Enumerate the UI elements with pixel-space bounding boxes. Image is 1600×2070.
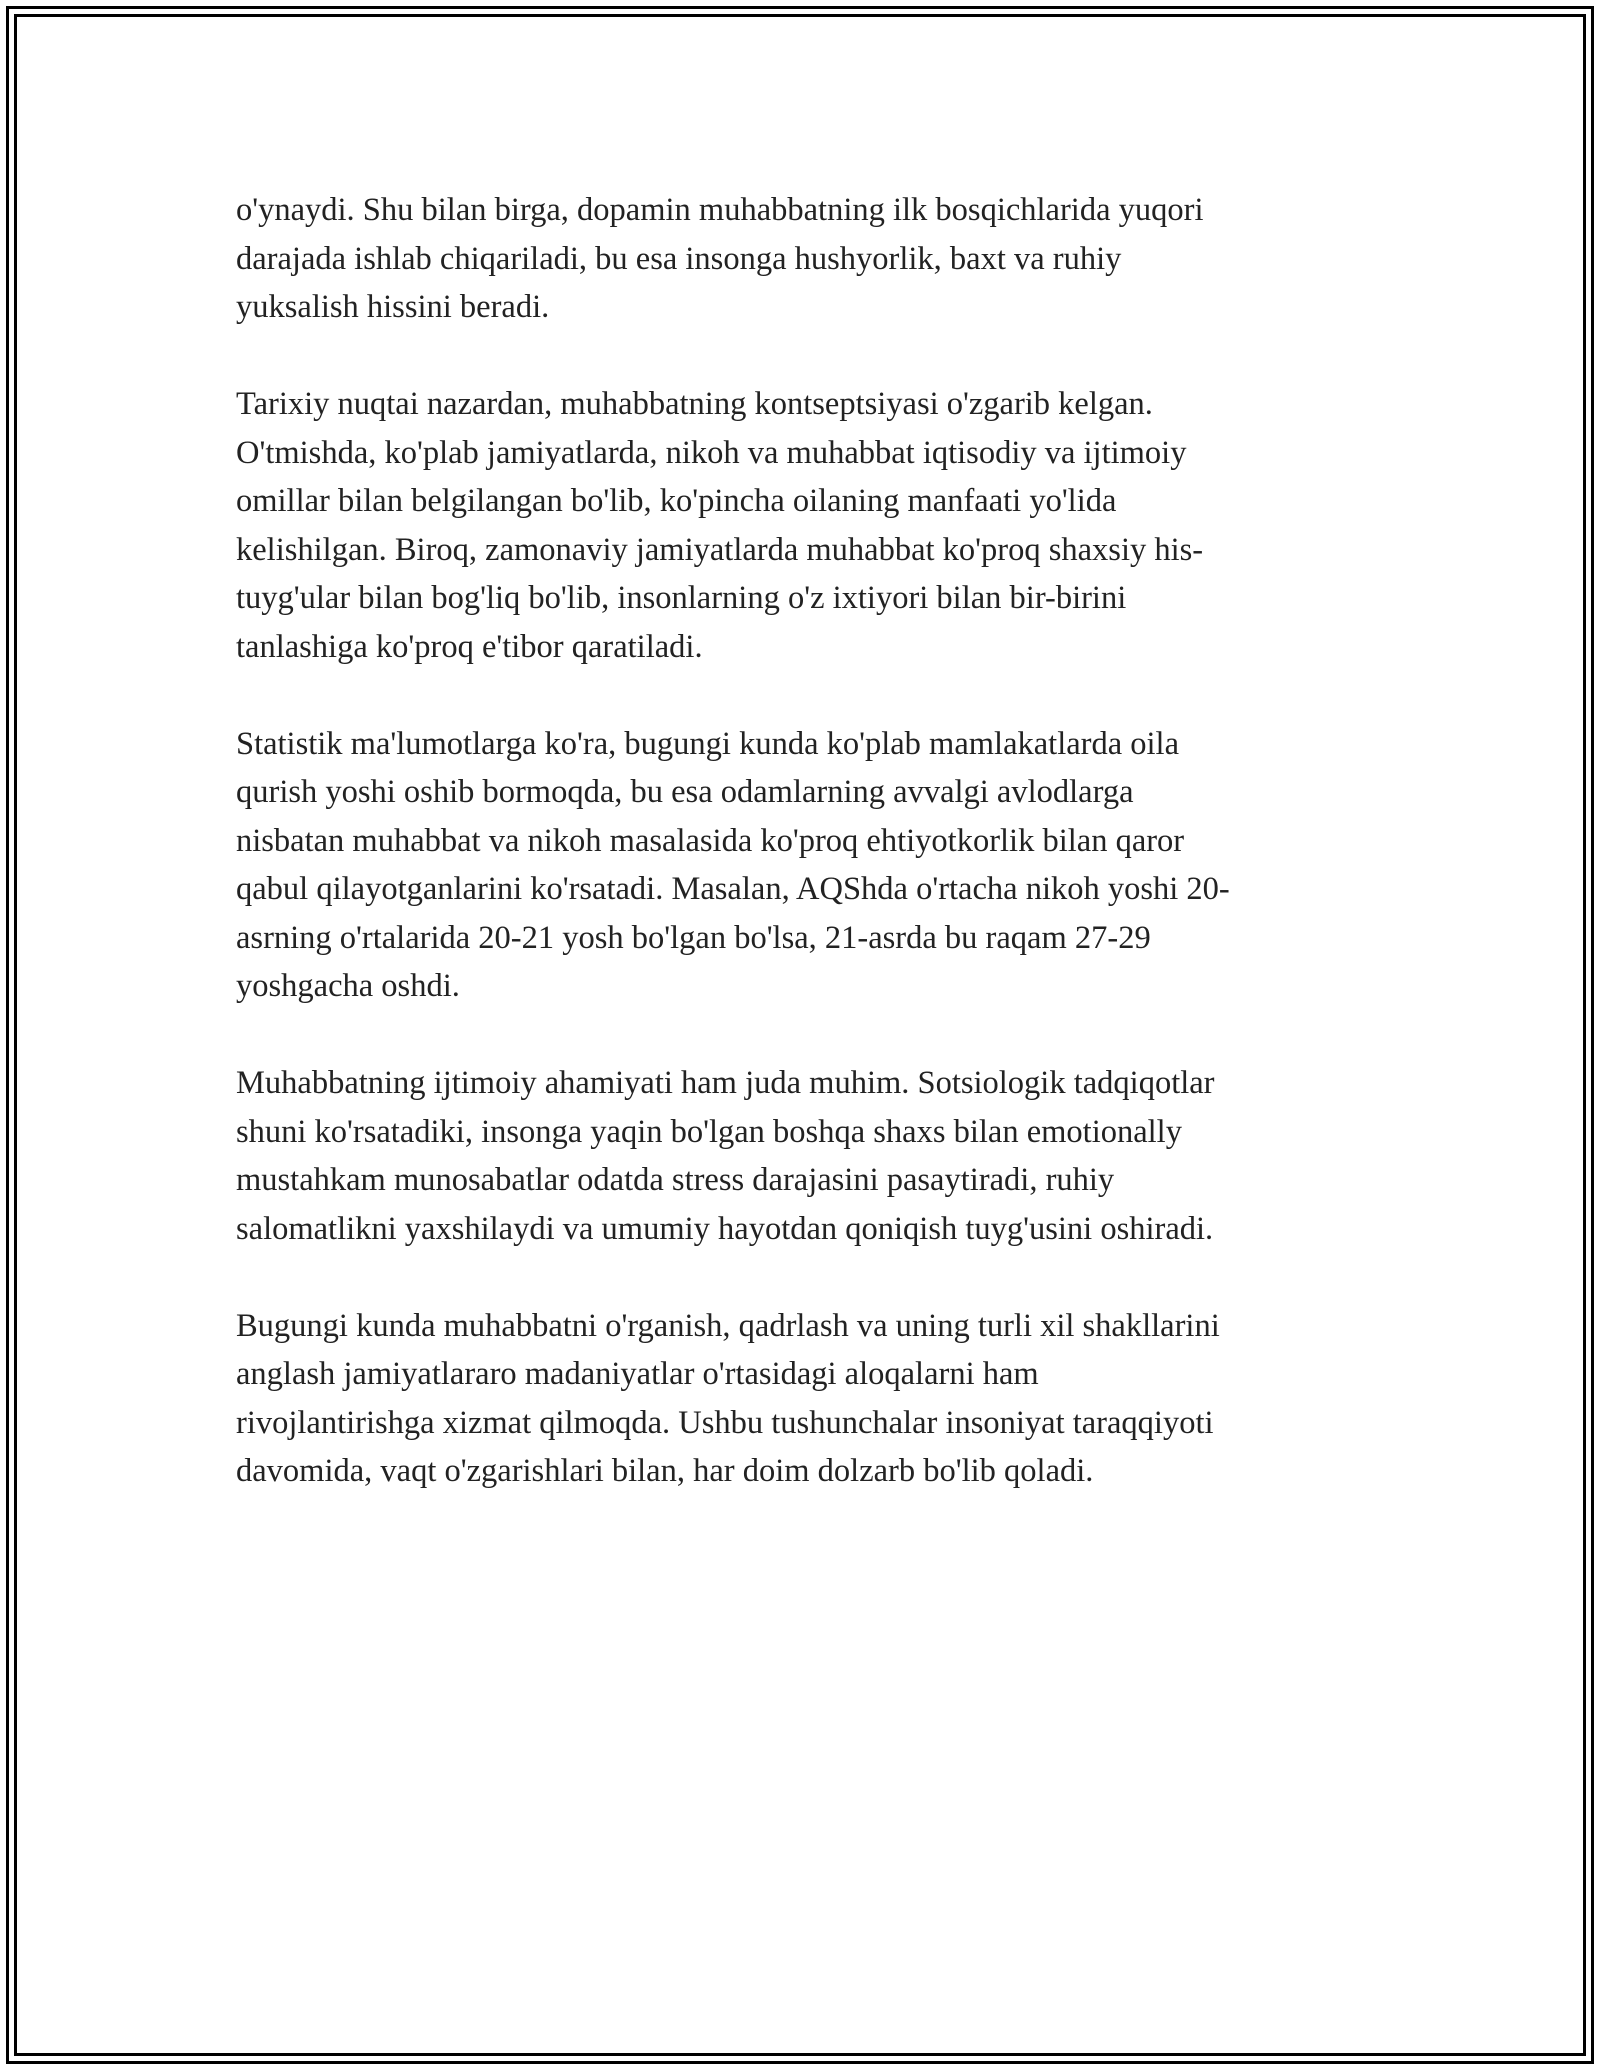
paragraph-conclusion: Bugungi kunda muhabbatni o'rganish, qadrlash va uning turli xil shakllarini anglash jamiyatlararo madaniyatlar o'rtasidagi aloqalarni ham rivojlantirishga xizmat qilmoqda. Ushbu tushunchalar insoniyat taraqqiyoti davomida, vaqt o'zgarishlari bilan, har doim dolzarb bo'lib qoladi. <box>236 1307 1220 1489</box>
paragraph-dopamine: o'ynaydi. Shu bilan birga, dopamin muhabbatning ilk bosqichlarida yuqori darajada ishlab chiqariladi, bu esa insonga hushyorlik, baxt va ruhiy yuksalish hissini beradi. <box>236 192 1204 325</box>
paragraph-history: Tarixiy nuqtai nazardan, muhabbatning kontseptsiyasi o'zgarib kelgan. O'tmishda, ko'plab jamiyatlarda, nikoh va muhabbat iqtisodiy va ijtimoiy omillar bilan belgilangan bo'lib, ko'pincha oilaning manfaati yo'lida kelishilgan. Biroq, zamonaviy jamiyatlarda muhabbat ko'proq shaxsiy his- tuyg'ular bilan bog'liq bo'lib, insonlarning o'z ixtiyori bilan bir-birini tanlashiga ko'proq e'tibor qaratiladi. <box>236 386 1204 665</box>
document-body <box>236 186 1366 1544</box>
paragraph-statistics: Statistik ma'lumotlarga ko'ra, bugungi kunda ko'plab mamlakatlarda oila qurish yoshi oshib bormoqda, bu esa odamlarning avvalgi avlodlarga nisbatan muhabbat va nikoh masalasida ko'proq ehtiyotkorlik bilan qaror qabul qilayotganlarini ko'rsatadi. Masalan, AQShda o'rtacha nikoh yoshi 20- asrning o'rtalarida 20-21 yosh bo'lgan bo'lsa, 21-asrda bu raqam 27-29 yoshgacha oshdi. <box>236 725 1230 1004</box>
paragraph-social-importance: Muhabbatning ijtimoiy ahamiyati ham juda muhim. Sotsiologik tadqiqotlar shuni ko'rsatadiki, insonga yaqin bo'lgan boshqa shaxs bilan emotionally mustahkam munosabatlar odatda stress darajasini pasaytiradi, ruhiy salomatlikni yaxshilaydi va umumiy hayotdan qoniqish tuyg'usini oshiradi. <box>236 1065 1215 1247</box>
